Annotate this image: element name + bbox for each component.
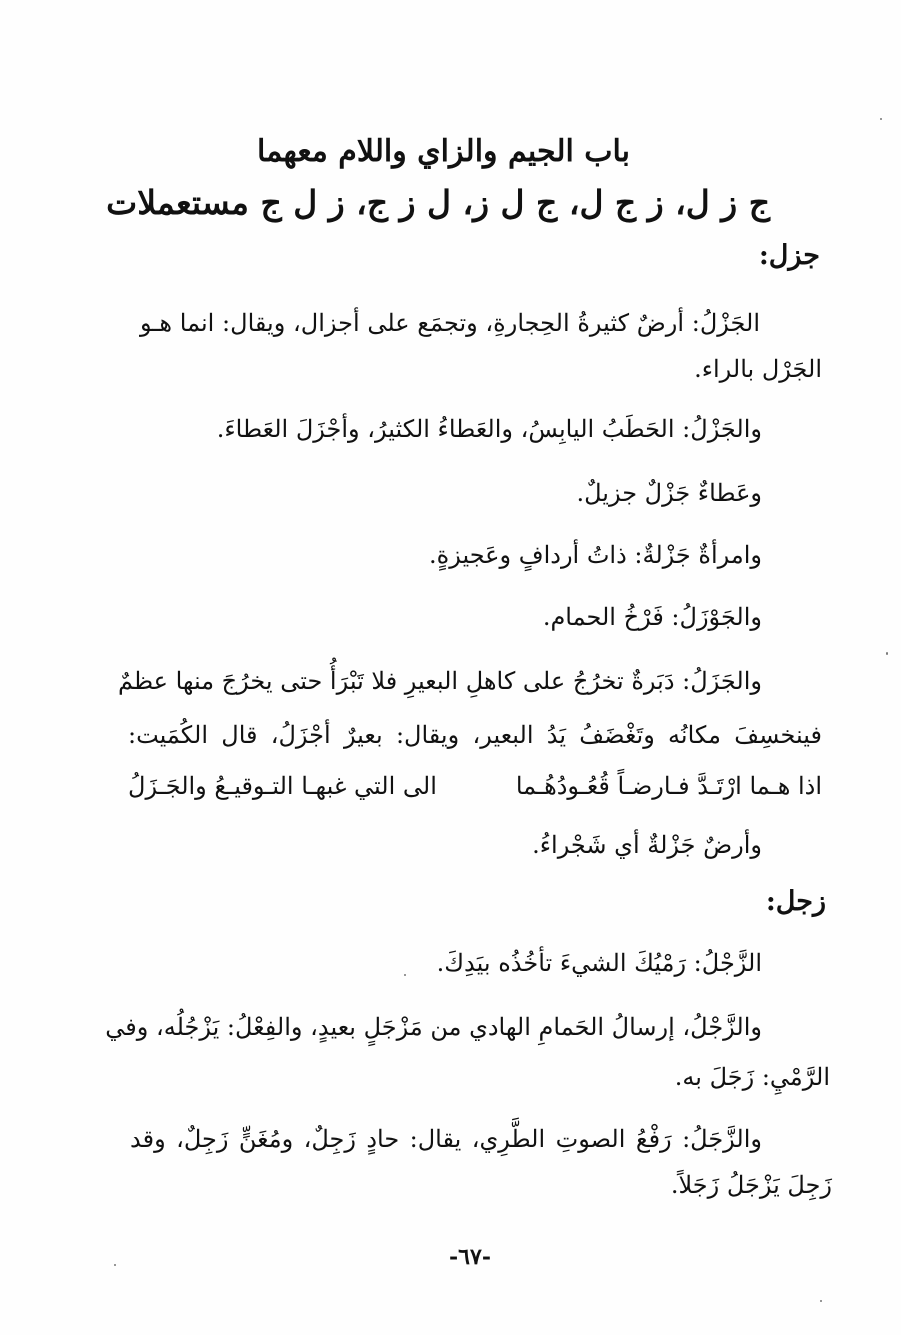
chapter-title: باب الجيم والزاي واللام معهما xyxy=(257,134,630,169)
scan-speck xyxy=(820,1300,822,1302)
page-number: -٦٧- xyxy=(449,1244,491,1270)
chapter-subtitle: ج ز ل، ز ج ل، ج ل ز، ل ز ج، ز ل ج مستعملات xyxy=(106,183,770,222)
paragraph-line: والزَّجْلُ، إرسالُ الحَمامِ الهادي من مَزْجَلٍ بعيدٍ، والفِعْلُ: يَزْجُلُه، وفي xyxy=(105,1013,762,1041)
verse-hemistich-first: اذا هـما ارْتَـدَّ فـارضـاً قُعُـودُهُـما xyxy=(515,772,822,800)
paragraph-line: الجَرْل بالراء. xyxy=(694,355,822,383)
paragraph-line: الرَّمْيِ: زَجَلَ به. xyxy=(674,1063,830,1091)
paragraph-line: وأرضٌ جَزْلةٌ أي شَجْراءُ. xyxy=(532,831,762,859)
paragraph-line: والجَزْلُ: الحَطَبُ اليابِسُ، والعَطاءُ الكثيرُ، وأجْزَلَ العَطاءَ. xyxy=(216,415,762,443)
paragraph-line: والجَوْزَلُ: فَرْخُ الحمام. xyxy=(542,603,762,631)
paragraph-line: والجَزَلُ: دَبَرةٌ تخرُجُ على كاهلِ البعيرِ فلا تَبْرَأُ حتى يخرُجَ منها عظمٌ xyxy=(117,667,762,695)
poetry-verse xyxy=(128,766,822,806)
scan-speck xyxy=(114,1264,116,1266)
entry-heading-zajl: زجل: xyxy=(765,886,826,917)
paragraph-line: فينخسِفَ مكانُه وتَغْضَفُ يَدُ البعير، ويقال: بعيرٌ أجْزَلُ، قال الكُمَيت: xyxy=(128,721,822,749)
paragraph-line: الجَزْلُ: أرضٌ كثيرةُ الحِجارةِ، وتجمَع على أجزال، ويقال: انما هـو xyxy=(140,309,760,337)
verse-hemistich-second: الى التي غبهـا التـوقيـعُ والجَـزَلُ xyxy=(128,772,437,800)
scan-speck xyxy=(886,652,888,655)
scan-speck xyxy=(404,974,406,976)
entry-heading-jazl: جزل: xyxy=(758,240,820,271)
paragraph-line: والزَّجَلُ: رَفْعُ الصوتِ الطَّرِي، يقال: حادٍ زَجِلٌ، ومُغَنٍّ زَجِلٌ، وقد xyxy=(130,1125,762,1153)
paragraph-line: زَجِلَ يَزْجَلُ زَجَلاً. xyxy=(670,1171,832,1199)
paragraph-line: وعَطاءٌ جَزْلٌ جزيلٌ. xyxy=(576,479,762,507)
paragraph-line: وامرأةٌ جَزْلةٌ: ذاتُ أردافٍ وعَجيزةٍ. xyxy=(429,541,762,569)
scan-speck xyxy=(880,118,882,120)
paragraph-line: الزَّجْلُ: رَمْيُكَ الشيءَ تأخُذُه بيَدِكَ. xyxy=(436,949,762,977)
